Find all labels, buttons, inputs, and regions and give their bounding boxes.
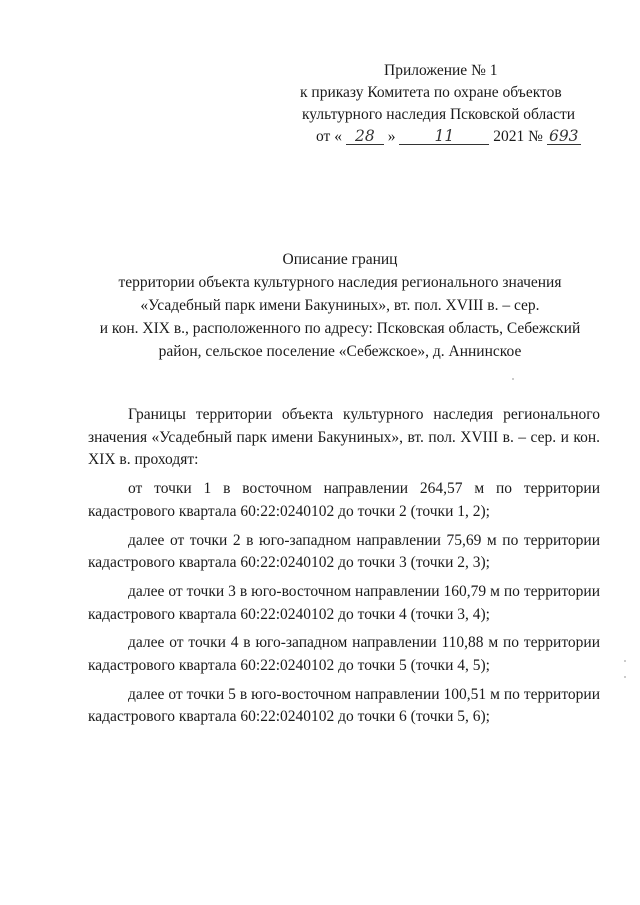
boundary-item: далее от точки 5 в юго-восточном направлении 100,51 м по территории кадастрового квартала 60:22:0240102 до точки 6 (точки 5, 6); [88,685,600,726]
title-heading: Описание границ [282,251,398,268]
title-line: территории объекта культурного наследия регионального значения [118,274,562,291]
document-title [60,248,620,363]
handwritten-month: 11 [399,128,489,145]
scan-speck [512,378,514,380]
boundary-item: далее от точки 3 в юго-восточном направлении 160,79 м по территории кадастрового квартала 60:22:0240102 до точки 4 (точки 3, 4); [88,582,600,623]
boundary-item: далее от точки 2 в юго-западном направлении 75,69 м по территории кадастрового квартала 60:22:0240102 до точки 3 (точки 2, 3); [88,531,600,572]
document-body [88,404,600,729]
appendix-committee-line: культурного наследия Псковской области [302,106,576,123]
title-line: и кон. XIX в., расположенного по адресу: Псковская область, Себежский [99,320,581,337]
title-line: район, сельское поселение «Себежское», д. Аннинское [158,343,522,360]
handwritten-day: 28 [346,128,384,145]
handwritten-order-number: 693 [547,128,581,145]
title-line: «Усадебный парк имени Бакуниных», вт. пол. XVIII в. – сер. [140,297,540,314]
date-prefix: от « [316,128,342,145]
scan-speck [624,660,626,662]
appendix-header [300,60,605,148]
boundary-item: от точки 1 в восточном направлении 264,57 м по территории кадастрового квартала 60:22:0240102 до точки 2 (точки 1, 2); [88,480,600,520]
date-mid: » [387,128,396,145]
appendix-title: Приложение № 1 [384,62,498,79]
intro-paragraph: Границы территории объекта культурного наследия регионального значения «Усадебный парк имени Бакуниных», вт. пол. XVIII в. – сер. и кон. XIX в. проходят: [88,406,600,469]
date-year: 2021 № [493,128,543,145]
boundary-item: далее от точки 4 в юго-западном направлении 110,88 м по территории кадастрового квартала 60:22:0240102 до точки 5 (точки 4, 5); [88,634,600,675]
appendix-order-line: к приказу Комитета по охране объектов [300,84,562,101]
scan-speck [624,676,626,678]
appendix-date-line [300,126,605,148]
